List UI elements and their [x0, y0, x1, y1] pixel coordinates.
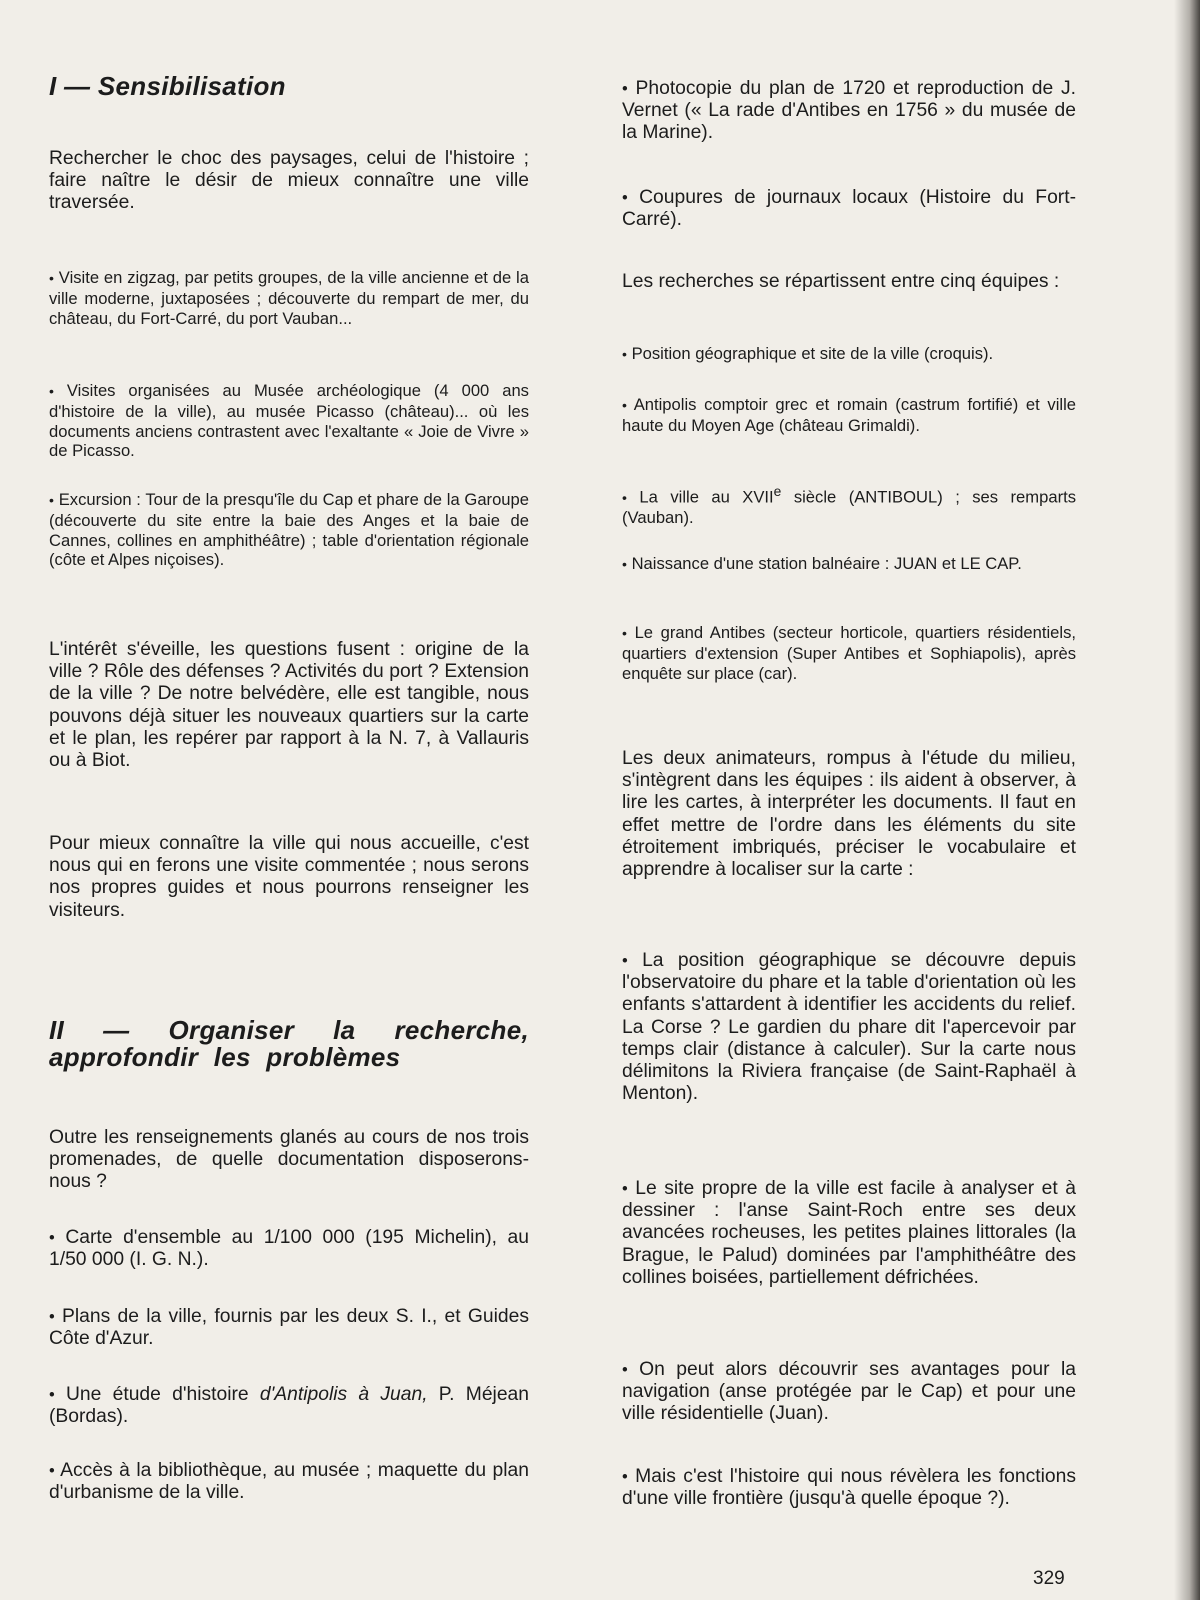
visit-bullet-excursion: • Excursion : Tour de la presqu'île du Cap et phare de la Garoupe (découverte du site entre la baie des Anges et la baie de Cannes, collines en amphithéâtre) ; table d'orientation régionale (côte et Alpes niçoises). [49, 490, 529, 570]
bullet-icon: • [49, 1462, 55, 1480]
point-position: • La position géographique se découvre depuis l'observatoire du phare et la table d'orientation où les enfants s'attardent à identifier les accidents du relief. La Corse ? Le gardien du phare dit l'apercevoir par temps clair (distance à calculer). Sur la carte nous délimitons la Riviera française (de Saint-Raphaël à Menton). [622, 950, 1076, 1105]
bullet-icon: • [49, 383, 54, 399]
bullet-icon: • [622, 397, 627, 413]
doc-item-carte: • Carte d'ensemble au 1/100 000 (195 Michelin), au 1/50 000 (I. G. N.). [49, 1227, 530, 1271]
bullet-icon: • [622, 1180, 628, 1198]
visit-paragraph: Pour mieux connaître la ville qui nous accueille, c'est nous qui en ferons une visite commentée ; nous serons nos propres guides et nous pourrons renseigner les visiteurs. [49, 833, 529, 921]
point-history: • Mais c'est l'histoire qui nous révèlera les fonctions d'une ville frontière (jusqu'à quelle époque ?). [622, 1466, 1076, 1510]
team-item-position: • Position géographique et site de la ville (croquis). [622, 344, 994, 363]
bullet-icon: • [49, 492, 54, 508]
bullet-icon: • [622, 1468, 628, 1486]
bullet-icon: • [49, 1386, 55, 1404]
bullet-icon: • [622, 1361, 628, 1379]
interest-paragraph: L'intérêt s'éveille, les questions fusent : origine de la ville ? Rôle des défenses ? Activités du port ? Extension de la ville ? De notre belvédère, elle est tangible, nous pouvons déjà situer les nouveaux quartiers sur la carte et le plan, les repérer par rapport à la N. 7, à Vallauris ou à Biot. [49, 639, 529, 772]
intro-paragraph: Rechercher le choc des paysages, celui de l'histoire ; faire naître le désir de mieux connaître une ville traversée. [49, 148, 529, 214]
animators-paragraph: Les deux animateurs, rompus à l'étude du milieu, s'intègrent dans les équipes : ils aident à observer, à lire les cartes, à interpréter les documents. Il faut en effet mettre de l'ordre dans les éléments du site étroitement imbriqués, préciser le vocabulaire et apprendre à localiser sur la carte : [622, 748, 1076, 881]
bullet-icon: • [49, 270, 54, 286]
bullet-icon: • [622, 189, 628, 207]
teams-intro: Les recherches se répartissent entre cinq équipes : [622, 271, 1060, 292]
bullet-icon: • [49, 1308, 55, 1326]
bullet-icon: • [622, 346, 627, 362]
doc-item-etude: • Une étude d'histoire d'Antipolis à Juan, P. Méjean (Bordas). [49, 1384, 530, 1428]
point-site: • Le site propre de la ville est facile à analyser et à dessiner : l'anse Saint-Roch entre ses deux avancées rocheuses, les petites plaines littorales (la Brague, le Palud) dominées par l'amphithéâtre des collines boisées, partiellement défrichées. [622, 1178, 1077, 1288]
documentation-paragraph: Outre les renseignements glanés au cours de nos trois promenades, de quelle documentation disposerons-nous ? [49, 1127, 529, 1193]
doc-item-photocopie: • Photocopie du plan de 1720 et reproduction de J. Vernet (« La rade d'Antibes en 1756 » du musée de la Marine). [622, 78, 1076, 144]
bullet-icon: • [622, 625, 627, 641]
bullet-icon: • [622, 952, 628, 970]
doc-item-bibliotheque: • Accès à la bibliothèque, au musée ; maquette du plan d'urbanisme de la ville. [49, 1460, 529, 1504]
doc-item-plans: • Plans de la ville, fournis par les deux S. I., et Guides Côte d'Azur. [49, 1306, 529, 1350]
team-item-antiboul: • La ville au XVIIe siècle (ANTIBOUL) ; ses remparts (Vauban). [622, 483, 1076, 528]
page-edge-shadow [1174, 0, 1200, 1600]
point-advantages: • On peut alors découvrir ses avantages pour la navigation (anse protégée par le Cap) et pour une ville résidentielle (Juan). [622, 1359, 1077, 1425]
doc-item-coupures: • Coupures de journaux locaux (Histoire du Fort-Carré). [622, 187, 1077, 231]
page-number: 329 [1033, 1568, 1065, 1589]
bullet-icon: • [622, 556, 627, 572]
team-item-juan: • Naissance d'une station balnéaire : JUAN et LE CAP. [622, 554, 1022, 573]
team-item-grand-antibes: • Le grand Antibes (secteur horticole, quartiers résidentiels, quartiers d'extension (Super Antibes et Sophiapolis), après enquête sur place (car). [622, 623, 1076, 683]
section-heading-sensibilisation: I — Sensibilisation [49, 71, 286, 101]
book-title: d'Antipolis à Juan, [259, 1384, 428, 1405]
visit-bullet-zigzag: • Visite en zigzag, par petits groupes, de la ville ancienne et de la ville moderne, juxtaposées ; découverte du rempart de mer, du château, du Fort-Carré, du port Vauban... [49, 268, 529, 328]
bullet-icon: • [622, 80, 628, 98]
bullet-icon: • [49, 1229, 55, 1247]
team-item-antipolis: • Antipolis comptoir grec et romain (castrum fortifié) et ville haute du Moyen Age (château Grimaldi). [622, 395, 1076, 435]
section-heading-organiser: II — Organiser la recherche, approfondir les problèmes [49, 1015, 529, 1072]
visit-bullet-museums: • Visites organisées au Musée archéologique (4 000 ans d'histoire de la ville), au musée Picasso (château)... où les documents anciens contrastent avec l'exaltante « Joie de Vivre » de Picasso. [49, 381, 529, 461]
bullet-icon: • [622, 489, 627, 506]
